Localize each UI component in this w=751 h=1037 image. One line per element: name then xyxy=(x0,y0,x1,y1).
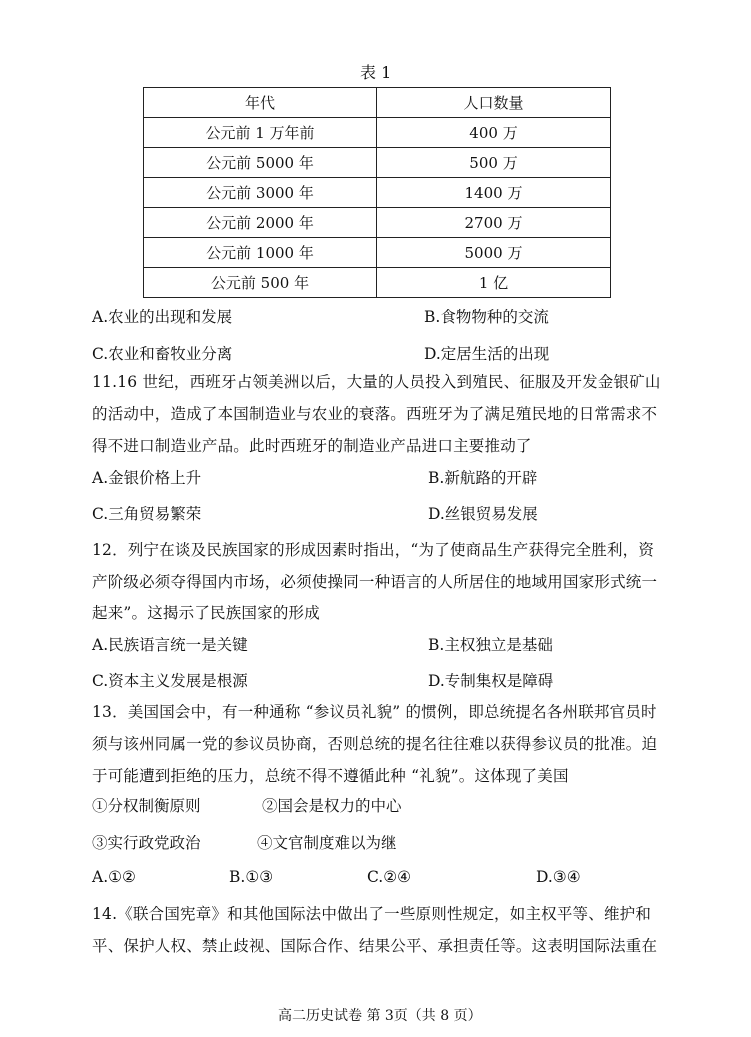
q11-option-b: B.新航路的开辟 xyxy=(428,469,538,487)
table-cell-era: 公元前 2000 年 xyxy=(144,208,377,238)
table-row xyxy=(144,118,611,148)
q10-option-a: A.农业的出现和发展 xyxy=(92,308,233,326)
q13-statement-4: ④文官制度难以为继 xyxy=(257,834,397,852)
q14-stem-line: 平、保护人权、禁止歧视、国际合作、结果公平、承担责任等。这表明国际法重在 xyxy=(92,937,658,955)
table-caption: 表 1 xyxy=(360,63,392,82)
table-header-row xyxy=(144,88,611,118)
table-cell-population: 5000 万 xyxy=(377,238,611,268)
table-row xyxy=(144,238,611,268)
q10-option-d: D.定居生活的出现 xyxy=(424,345,550,363)
q11-option-c: C.三角贸易繁荣 xyxy=(92,505,202,523)
q12-stem-line: 12．列宁在谈及民族国家的形成因素时指出，“为了使商品生产获得完全胜利，资 xyxy=(92,541,655,559)
table-row xyxy=(144,208,611,238)
table-cell-population: 1400 万 xyxy=(377,178,611,208)
table-cell-population: 400 万 xyxy=(377,118,611,148)
table-row xyxy=(144,178,611,208)
table-cell-era: 公元前 500 年 xyxy=(144,268,377,298)
page-footer: 高二历史试卷 第 3页（共 8 页） xyxy=(278,1008,482,1024)
q12-stem-line: 起来”。这揭示了民族国家的形成 xyxy=(92,604,320,622)
table-cell-era: 公元前 3000 年 xyxy=(144,178,377,208)
q10-option-b: B.食物物种的交流 xyxy=(424,308,549,326)
table-cell-era: 公元前 1 万年前 xyxy=(144,118,377,148)
q11-stem-line: 11.16 世纪，西班牙占领美洲以后，大量的人员投入到殖民、征服及开发金银矿山 xyxy=(92,373,661,391)
q11-stem-line: 得不进口制造业产品。此时西班牙的制造业产品进口主要推动了 xyxy=(92,437,532,455)
q11-option-a: A.金银价格上升 xyxy=(92,469,202,487)
q12-option-c: C.资本主义发展是根源 xyxy=(92,672,248,690)
table-cell-population: 1 亿 xyxy=(377,268,611,298)
population-table xyxy=(143,87,611,298)
q13-option-b: B.①③ xyxy=(229,868,274,886)
q12-stem-line: 产阶级必须夺得国内市场，必须使操同一种语言的人所居住的地域用国家形式统一 xyxy=(92,573,658,591)
q13-stem-line: 于可能遭到拒绝的压力，总统不得不遵循此种 “礼貌”。这体现了美国 xyxy=(92,767,569,785)
q12-option-d: D.专制集权是障碍 xyxy=(428,672,554,690)
table-cell-population: 2700 万 xyxy=(377,208,611,238)
q13-stem-line: 13．美国国会中，有一种通称 “参议员礼貌” 的惯例，即总统提名各州联邦官员时 xyxy=(92,703,657,721)
q11-stem-line: 的活动中，造成了本国制造业与农业的衰落。西班牙为了满足殖民地的日常需求不 xyxy=(92,405,658,423)
q13-option-c: C.②④ xyxy=(367,868,412,886)
q14-stem-line: 14.《联合国宪章》和其他国际法中做出了一些原则性规定，如主权平等、维护和 xyxy=(92,905,652,923)
q12-option-a: A.民族语言统一是关键 xyxy=(92,636,248,654)
table-cell-era: 公元前 1000 年 xyxy=(144,238,377,268)
q10-option-c: C.农业和畜牧业分离 xyxy=(92,345,233,363)
table-cell-population: 500 万 xyxy=(377,148,611,178)
q13-statement-1: ①分权制衡原则 xyxy=(92,797,201,815)
table-header-population: 人口数量 xyxy=(377,88,611,118)
q13-option-a: A.①② xyxy=(92,868,136,886)
table-row xyxy=(144,268,611,298)
table-header-era: 年代 xyxy=(144,88,377,118)
q12-option-b: B.主权独立是基础 xyxy=(428,636,553,654)
q11-option-d: D.丝银贸易发展 xyxy=(428,505,538,523)
q13-option-d: D.③④ xyxy=(536,868,581,886)
q13-stem-line: 须与该州同属一党的参议员协商，否则总统的提名往往难以获得参议员的批准。迫 xyxy=(92,735,658,753)
table-row xyxy=(144,148,611,178)
q13-statement-3: ③实行政党政治 xyxy=(92,834,201,852)
table-cell-era: 公元前 5000 年 xyxy=(144,148,377,178)
q13-statement-2: ②国会是权力的中心 xyxy=(262,797,402,815)
